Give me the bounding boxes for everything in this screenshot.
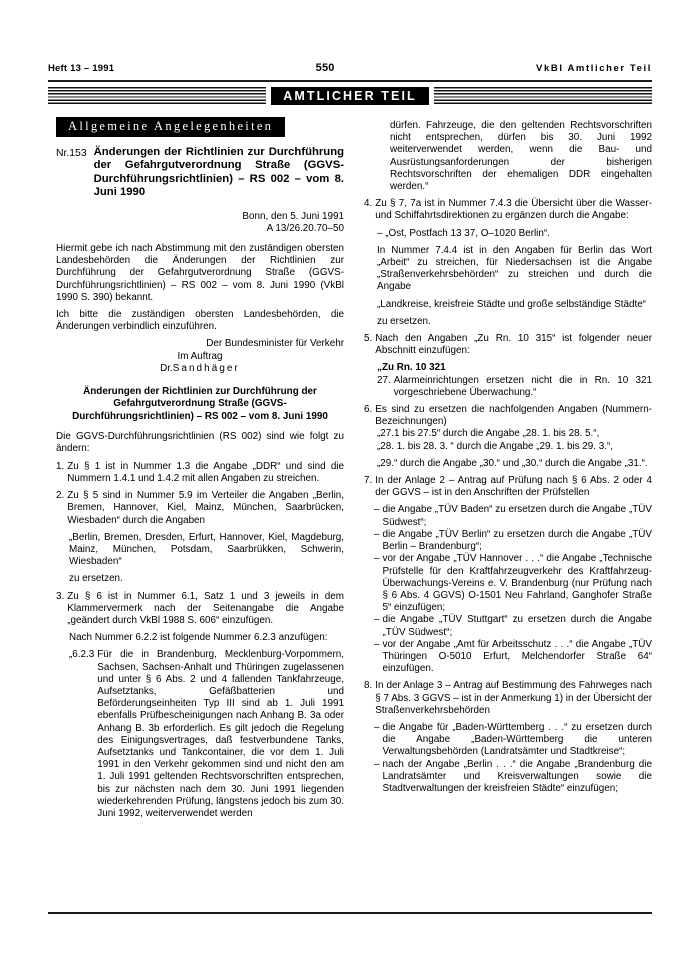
amendment-item-8-dash-2 <box>364 759 652 796</box>
item-marker: 4. <box>364 198 373 210</box>
dash-body: die Angabe „TÜV Stuttgart“ zu ersetzen durch die Angabe „TÜV Südwest“; <box>382 614 652 638</box>
dash-body: die Angabe „TÜV Baden“ zu ersetzen durch die Angabe „TÜV Südwest“; <box>382 504 652 528</box>
amendment-item-2-quote: „Berlin, Bremen, Dresden, Erfurt, Hannover, Kiel, Magdeburg, Mainz, München, Potsdam, Saarbrükken, Schwerin, Wiesbaden“ <box>69 531 344 568</box>
amendment-item-3 <box>56 591 344 628</box>
amendment-subheading: Änderungen der Richtlinien zur Durchführung der Gefahrgutverordnung Straße (GGVS-Durchführungsrichtlinien) – RS 002 – vom 8. Juni 1990 <box>72 386 328 422</box>
item-text: Nach den Angaben „Zu Rn. 10 315“ ist folgender neuer Abschnitt einzufügen: <box>375 333 652 357</box>
article-title: Änderungen der Richtlinien zur Durchführung der Gefahrgutverordnung Straße (GGVS-Durchführungsrichtlinien) – RS 002 – vom 8. Juni 1990 <box>93 146 344 199</box>
amendment-item-7-dash-5 <box>364 639 652 676</box>
amendment-item-4 <box>364 198 652 222</box>
signature-ministry: Der Bundesminister für Verkehr <box>206 338 344 350</box>
item-marker: 6. <box>364 404 373 416</box>
dash-body: vor der Angabe „TÜV Hannover . . .“ die Angabe „Technische Prüfstelle für den Kraftfahrzeugverkehr des Kraftfahrzeug-Überwachungs-Vereins e. V. Brandenburg (nur Prüfung nach § 6 Abs. 4 GGVS) O-1501 Neu Fahrland, Ganghofer Straße 5“ einzufügen; <box>382 553 652 614</box>
signature-name-prefix: Dr. <box>160 362 173 374</box>
item-text: Zu § 5 sind in Nummer 5.9 im Verteiler die Angaben „Berlin, Bremen, Hannover, Kiel, Mainz, München, Saarbrücken, Wiesbaden“ durch die Angaben <box>67 490 344 526</box>
amendment-item-5 <box>364 333 652 357</box>
amendment-item-2 <box>56 490 344 527</box>
banner-stripes-right <box>434 87 652 105</box>
dash-body: die Angabe „TÜV Berlin“ zu ersetzen durch die Angabe „TÜV Berlin – Brandenburg“; <box>382 528 652 553</box>
signature-name-line <box>56 363 344 375</box>
amendment-item-7-dash-3 <box>364 553 652 614</box>
amendment-item-4-second: In Nummer 7.4.4 ist in den Angaben für Berlin das Wort „Arbeit“ zu streichen, für Niedersachsen ist die Angabe „Straßenverkehrsbehörden“ zu streichen und durch die Angabe <box>377 244 652 293</box>
item-text: Zu § 6 ist in Nummer 6.1, Satz 1 und 3 jeweils in dem Klammervermerk nach der Seitenangabe die Angabe „geändert durch VkBl 1988 S. 606“ einzufügen. <box>67 590 344 626</box>
amendment-item-8 <box>364 680 652 717</box>
item-text: In der Anlage 2 – Antrag auf Prüfung nach § 6 Abs. 2 oder 4 der GGVS – ist in den Anschriften der Prüfstellen <box>375 475 652 499</box>
quote-marker: „6.2.3 <box>69 649 95 661</box>
amendment-item-8-dash-1 <box>364 722 652 759</box>
item-marker: 1. <box>56 460 65 472</box>
article-headline <box>56 146 344 200</box>
item-text: In der Anlage 3 – Antrag auf Bestimmung des Fahrweges nach § 7 Abs. 3 GGVS – ist in der Anmerkung 1) in der Übersicht der Straßenverkehrsbehörden <box>375 680 652 716</box>
item-text: Zu § 7, 7a ist in Nummer 7.4.3 die Übersicht über die Wasser- und Schiffahrtsdirektionen zu ergänzen durch die Angabe: <box>375 198 652 222</box>
amendment-item-7-dash-4 <box>364 614 652 638</box>
dash-marker: – <box>374 721 380 733</box>
amendment-item-5-bold-quote: „Zu Rn. 10 321 <box>377 362 446 374</box>
column-left <box>56 146 344 820</box>
subitem-body: Alarmeinrichtungen ersetzen nicht die in Rn. 10 321 vorgeschriebene Überwachung.“ <box>393 374 652 398</box>
official-section-banner <box>48 87 652 105</box>
amendment-item-1 <box>56 461 344 485</box>
banner-title: AMTLICHER TEIL <box>271 87 429 105</box>
amendment-item-7-dash-1 <box>364 504 652 528</box>
amendment-item-6-line-1: „27.1 bis 27.5“ durch die Angabe „28. 1. bis 28. 5.“, <box>377 428 600 440</box>
item-text: Zu § 1 ist in Nummer 1.3 die Angabe „DDR“ und sind die Nummern 1.4.1 und 1.4.2 mit allen Angaben zu streichen. <box>67 460 344 484</box>
dash-marker: – <box>374 758 380 770</box>
issue-label: Heft 13 – 1991 <box>48 63 115 74</box>
intro-paragraph-1: Hiermit gebe ich nach Abstimmung mit den zuständigen obersten Landesbehörden die Änderungen der Richtlinien zur Durchführung der Gefahrgutverordnung Straße (GGVS-Durchführungsrichtlinien) – RS 002 – vom 8. Juni 1990 (VkBl 1990 S. 390) bekannt. <box>56 243 344 303</box>
file-reference: A 13/26.20.70–50 <box>266 222 344 234</box>
amendment-item-5-subitem <box>364 375 652 399</box>
item-marker: 2. <box>56 490 65 502</box>
amendment-lead-in: Die GGVS-Durchführungsrichtlinien (RS 002) sind wie folgt zu ändern: <box>56 431 344 455</box>
signature-name: Sandhäger <box>172 362 240 374</box>
intro-paragraph-2: Ich bitte die zuständigen obersten Landesbehörden, die Änderungen verbindlich einzuführen. <box>56 309 344 333</box>
header-rule <box>48 80 652 82</box>
dash-marker: – <box>374 504 380 516</box>
dash-body: die Angabe für „Baden-Württemberg . . .“ zu ersetzen durch die Angabe „Baden-Württemberg die unteren Verwaltungsbehörden (Landratsämter und Stadtkreise“; <box>382 721 652 758</box>
amendment-item-7-dash-2 <box>364 529 652 553</box>
amendment-item-4-quote: „Landkreise, kreisfreie Städte und große selbständige Städte“ <box>377 298 646 310</box>
publication-label: VkBl Amtlicher Teil <box>536 63 652 74</box>
amendment-item-3-second: Nach Nummer 6.2.2 ist folgende Nummer 6.2.3 anzufügen: <box>69 632 328 644</box>
amendment-item-6-line-2: „28. 1. bis 28. 3. “ durch die Angabe „29. 1. bis 29. 3.“, <box>377 440 614 452</box>
column-right <box>364 120 652 795</box>
amendment-item-6-line-3: „29.“ durch die Angabe „30.“ und „30.“ durch die Angabe „31.“. <box>377 457 648 469</box>
page-number: 550 <box>315 62 335 74</box>
item-marker: 8. <box>364 680 373 692</box>
article-number: Nr.153 <box>56 147 87 159</box>
dash-body: vor der Angabe „Amt für Arbeitsschutz . . .“ die Angabe „TÜV Thüringen O-5010 Erfurt, Melchendorfer Straße 64“ einzufügen. <box>382 638 652 675</box>
amendment-item-6 <box>364 404 652 428</box>
section-tag: Allgemeine Angelegenheiten <box>56 117 285 137</box>
amendment-item-3-continuation: dürfen. Fahrzeuge, die den geltenden Rechtsvorschriften nicht entsprechen, dürfen bis 30. Juni 1992 weiterverwendet werden, wenn die Bau- und Ausrüstungsanforderungen der bisherigen Rechtsvorschriften der ehemaligen DDR eingehalten werden.“ <box>390 120 652 193</box>
amendment-item-3-quote <box>56 649 344 820</box>
dash-marker: – <box>374 614 380 626</box>
amendment-item-7 <box>364 475 652 499</box>
place-date: Bonn, den 5. Juni 1991 <box>242 210 344 222</box>
subitem-marker: 27. <box>377 374 391 386</box>
dash-marker: – <box>374 553 380 565</box>
dash-body: nach der Angabe „Berlin . . .“ die Angabe „Brandenburg die Landratsämter und Kreisverwaltungen sowie die Stadtverwaltungen der kreisfreien Städte“ einzufügen; <box>382 758 652 794</box>
item-marker: 3. <box>56 590 65 602</box>
item-marker: 5. <box>364 333 373 345</box>
dash-marker: – <box>374 638 380 650</box>
amendment-item-2-tail: zu ersetzen. <box>69 573 123 585</box>
quote-body: Für die in Brandenburg, Mecklenburg-Vorpommern, Sachsen, Sachsen-Anhalt und Thüringen zugelassenen und unter § 6 Abs. 2 und 4 fallenden Tankfahrzeuge, Aufsetztanks, Gefäßbatterien und Beförderungseinheiten Typ III sind ab 1. Juli 1991 ebenfalls Prüfbescheinigungen nach Anhang B. 3a oder Anhang B. 3b erforderlich. Es gilt jedoch die Regelung des Einigungsvertrages, daß festverbundene Tanks, Aufsetztanks und Tankcontainer, die vor dem 1. Juli 1991 in den Verkehr gekommen sind und nicht den am 1. Juli 1991 geltenden Rechtsvorschriften entsprechen, bis zur nächsten nach dem 30. Juni 1991 liegenden wiederkehrenden Prüfung, längstens jedoch bis zum 30. Juni 1992, weiterverwendet werden <box>97 649 344 819</box>
footer-rule <box>48 912 652 914</box>
banner-stripes-left <box>48 87 266 105</box>
signature-order: Im Auftrag <box>177 350 223 362</box>
amendment-item-4-tail: zu ersetzen. <box>377 315 431 327</box>
item-text: Es sind zu ersetzen die nachfolgenden Angaben (Nummern-Bezeichnungen) <box>375 404 652 428</box>
running-head <box>48 62 652 74</box>
item-marker: 7. <box>364 475 373 487</box>
amendment-item-4-dash: – „Ost, Postfach 13 37, O–1020 Berlin“. <box>377 227 550 239</box>
dash-marker: – <box>374 528 380 540</box>
